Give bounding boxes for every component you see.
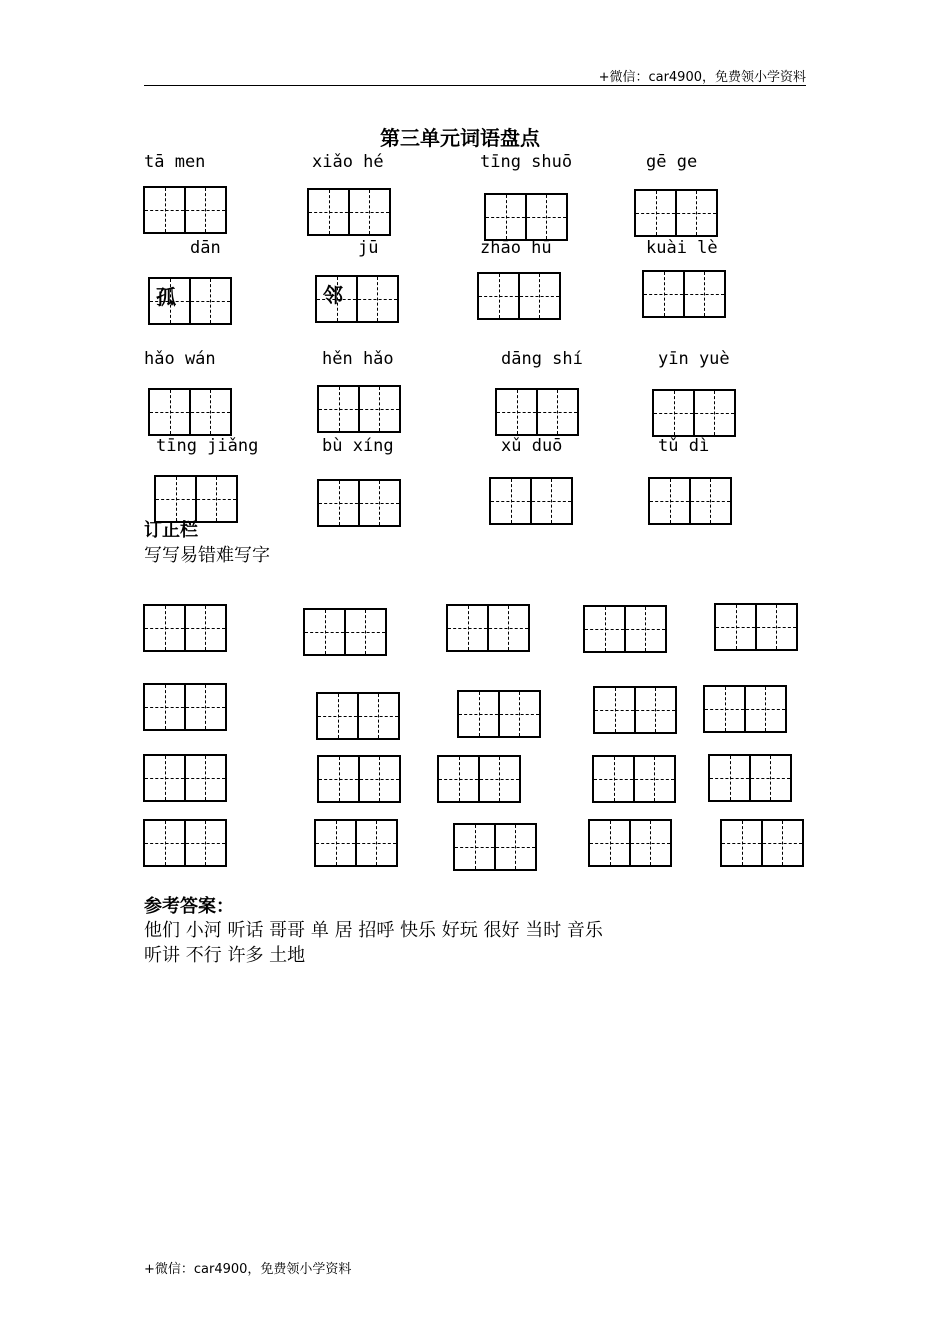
page-title: 第三单元词语盘点 xyxy=(380,126,540,150)
correction-grid[interactable] xyxy=(720,819,804,867)
correction-grid[interactable] xyxy=(143,754,227,802)
writing-grid[interactable] xyxy=(495,388,579,436)
pinyin-label: xǔ duō xyxy=(501,436,563,456)
header-rule xyxy=(144,85,806,86)
correction-grid[interactable] xyxy=(437,755,521,803)
footer-watermark: +微信：car4900，免费领小学资料 xyxy=(144,1262,352,1277)
pinyin-label: tā men xyxy=(144,152,206,172)
correction-heading: 订正栏 xyxy=(144,520,198,541)
answers-heading: 参考答案： xyxy=(144,896,234,917)
correction-grid[interactable] xyxy=(592,755,676,803)
correction-grid[interactable] xyxy=(143,819,227,867)
pinyin-label: xiǎo hé xyxy=(312,152,384,172)
correction-grid[interactable] xyxy=(708,754,792,802)
correction-grid[interactable] xyxy=(314,819,398,867)
writing-grid[interactable] xyxy=(634,189,718,237)
pinyin-label: tǔ dì xyxy=(658,436,710,456)
correction-grid[interactable] xyxy=(714,603,798,651)
correction-grid[interactable] xyxy=(303,608,387,656)
correction-grid[interactable] xyxy=(453,823,537,871)
correction-grid[interactable] xyxy=(703,685,787,733)
correction-grid[interactable] xyxy=(316,692,400,740)
writing-grid[interactable] xyxy=(143,186,227,234)
pinyin-label: tīng jiǎng xyxy=(156,436,259,456)
writing-grid[interactable] xyxy=(642,270,726,318)
correction-grid[interactable] xyxy=(588,819,672,867)
correction-grid[interactable] xyxy=(446,604,530,652)
writing-grid[interactable] xyxy=(148,277,232,325)
writing-grid[interactable] xyxy=(484,193,568,241)
correction-grid[interactable] xyxy=(143,604,227,652)
correction-grid[interactable] xyxy=(317,755,401,803)
writing-grid[interactable] xyxy=(307,188,391,236)
writing-grid[interactable] xyxy=(317,385,401,433)
writing-grid[interactable] xyxy=(315,275,399,323)
writing-grid[interactable] xyxy=(317,479,401,527)
prefilled-character: 孤 xyxy=(156,285,176,309)
correction-grid[interactable] xyxy=(457,690,541,738)
correction-grid[interactable] xyxy=(593,686,677,734)
pinyin-label: yīn yuè xyxy=(658,349,730,369)
pinyin-label: jū xyxy=(358,238,379,258)
writing-grid[interactable] xyxy=(652,389,736,437)
pinyin-label: hěn hǎo xyxy=(322,349,394,369)
pinyin-label: hǎo wán xyxy=(144,349,216,369)
pinyin-label: gē ge xyxy=(646,152,698,172)
header-watermark: +微信：car4900，免费领小学资料 xyxy=(598,70,806,85)
writing-grid[interactable] xyxy=(477,272,561,320)
writing-grid[interactable] xyxy=(489,477,573,525)
pinyin-label: kuài lè xyxy=(646,238,718,258)
correction-subheading: 写写易错难写字 xyxy=(144,545,270,566)
prefilled-character: 邻 xyxy=(323,283,343,307)
writing-grid[interactable] xyxy=(148,388,232,436)
pinyin-label: dāng shí xyxy=(501,349,583,369)
pinyin-label: zhāo hū xyxy=(480,238,552,258)
correction-grid[interactable] xyxy=(583,605,667,653)
answers-line: 他们 小河 听话 哥哥 单 居 招呼 快乐 好玩 很好 当时 音乐 xyxy=(144,920,603,941)
pinyin-label: bù xíng xyxy=(322,436,394,456)
pinyin-label: tīng shuō xyxy=(480,152,573,172)
correction-grid[interactable] xyxy=(143,683,227,731)
pinyin-label: dān xyxy=(190,238,221,258)
writing-grid[interactable] xyxy=(648,477,732,525)
answers-line: 听讲 不行 许多 土地 xyxy=(144,945,306,966)
